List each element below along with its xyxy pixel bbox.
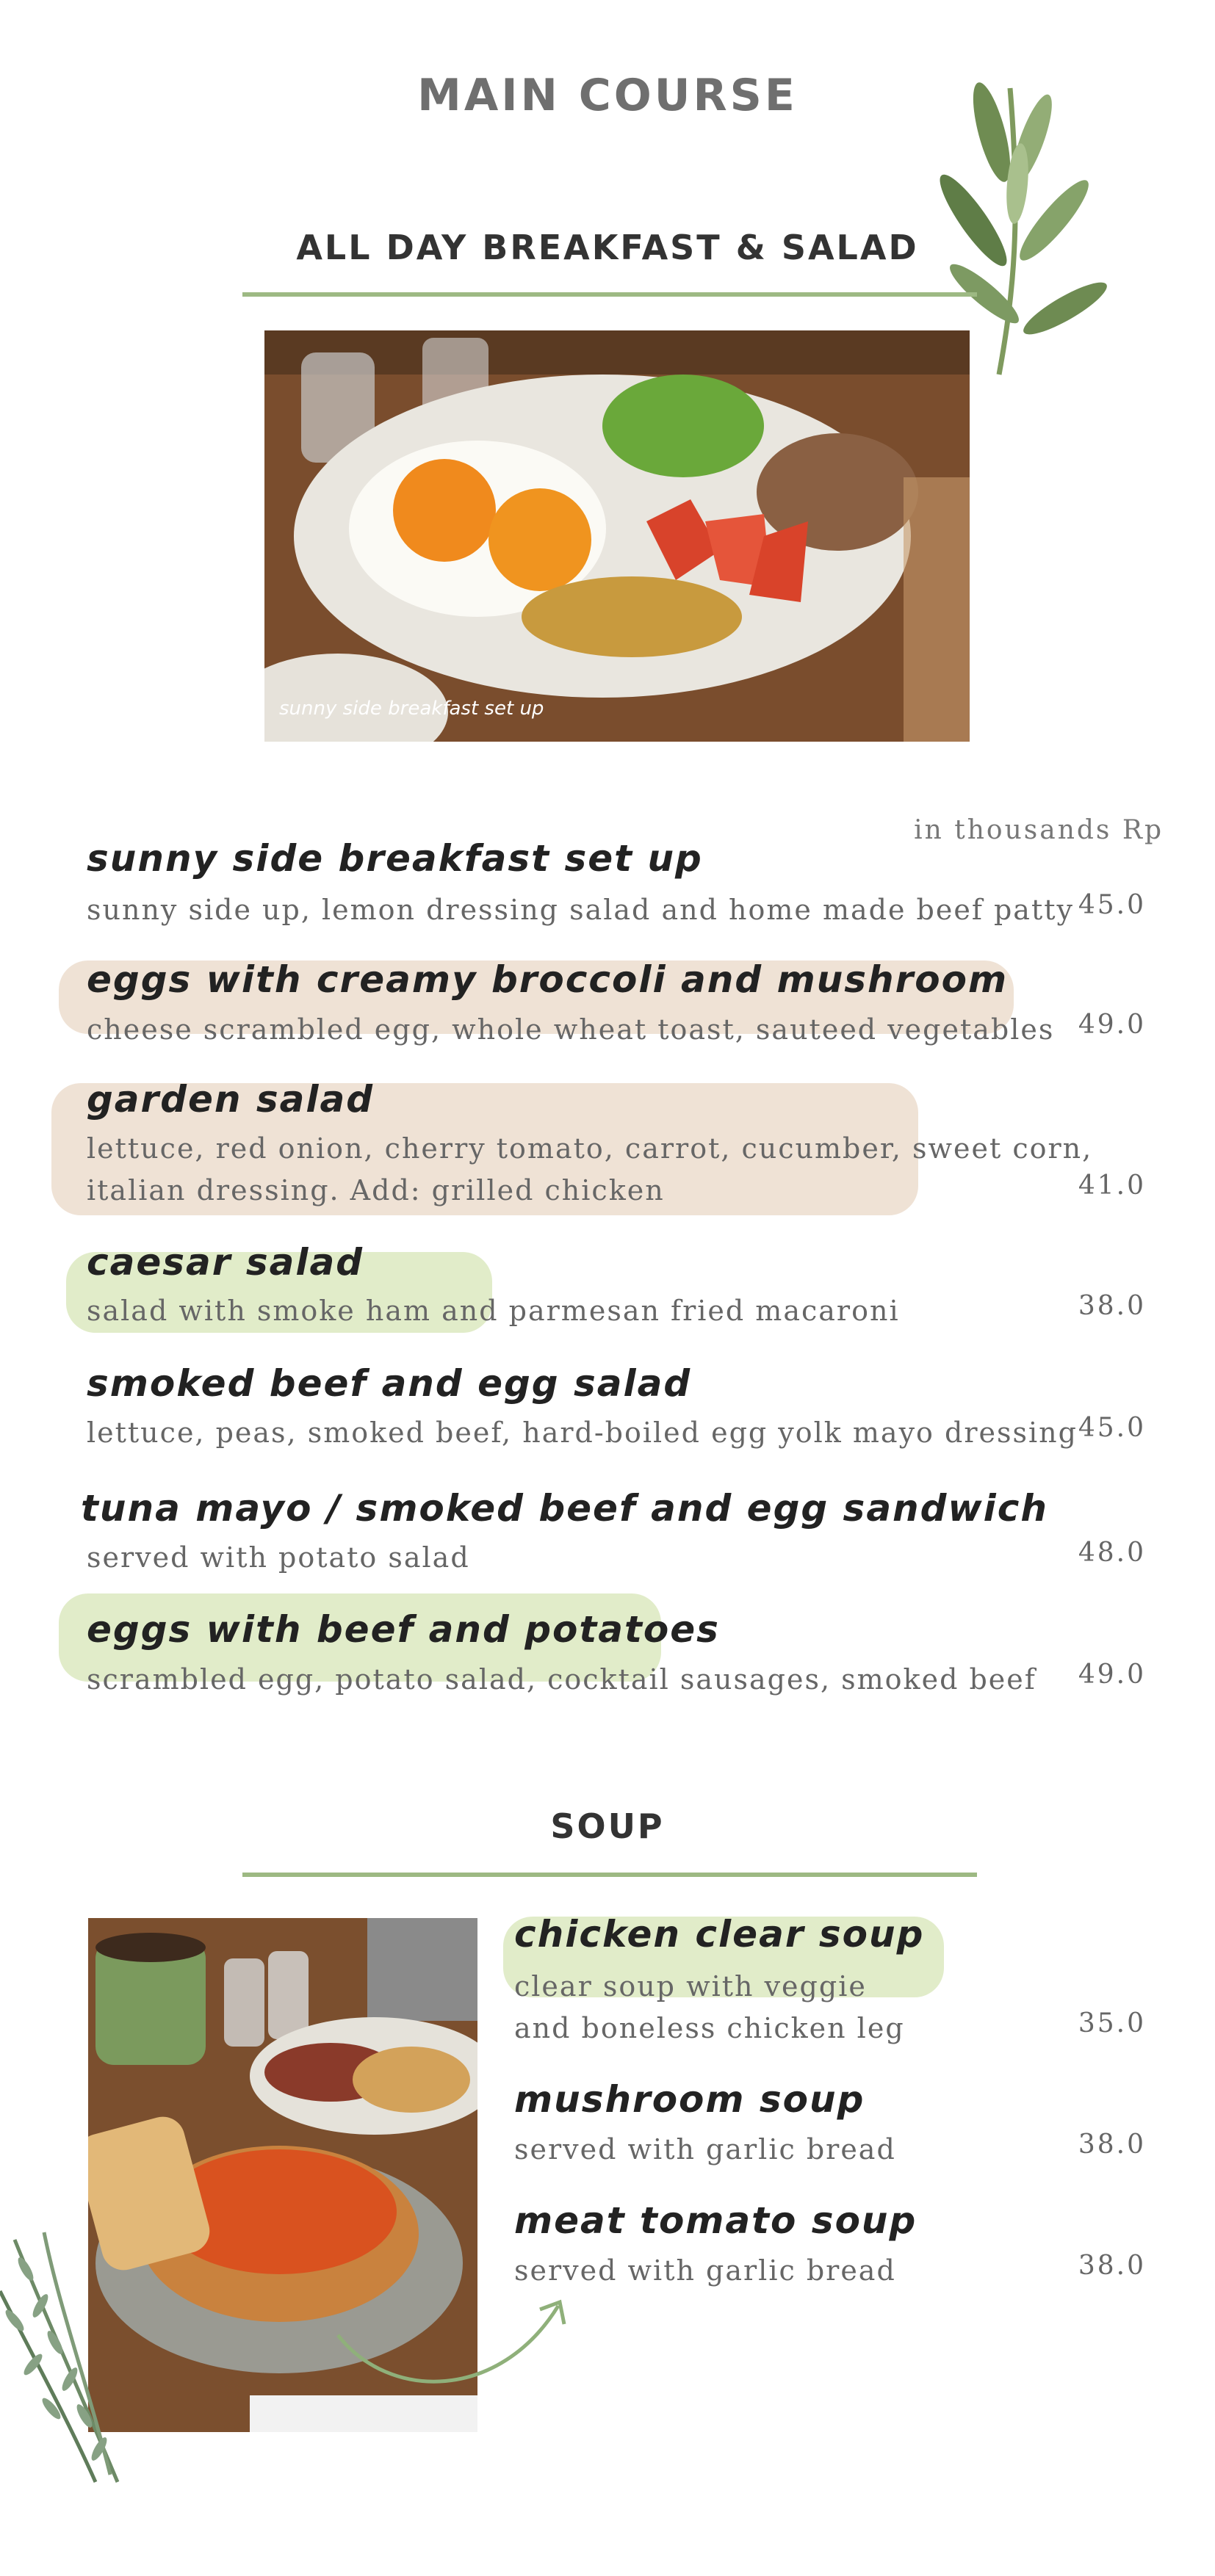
menu-item-price: 41.0 [1078,1171,1146,1201]
menu-item-price: 45.0 [1078,890,1146,920]
section-divider [242,292,977,297]
menu-item-name: sunny side breakfast set up [87,837,703,880]
menu-item-price: 45.0 [1078,1413,1146,1443]
menu-item-price: 49.0 [1078,1010,1146,1040]
section-heading-soup: SOUP [550,1806,665,1846]
menu-item-description: clear soup with veggie [514,1970,867,2002]
menu-item-name: mushroom soup [514,2078,865,2121]
menu-item-description: served with garlic bread [514,2133,896,2166]
menu-item-description: sunny side up, lemon dressing salad and home made beef patty [87,894,1074,926]
menu-item-name: chicken clear soup [514,1913,925,1955]
menu-item-description: cheese scrambled egg, whole wheat toast, sauteed vegetables [87,1013,1055,1046]
menu-item-description: salad with smoke ham and parmesan fried macaroni [87,1295,900,1327]
menu-item-price: 48.0 [1078,1538,1146,1568]
menu-item-name: caesar salad [87,1241,364,1284]
menu-item-description: served with potato salad [87,1541,470,1574]
price-unit-note: in thousands Rp [914,815,1164,845]
menu-item-price: 38.0 [1078,2251,1146,2281]
menu-item-description: lettuce, red onion, cherry tomato, carrot, cucumber, sweet corn, [87,1132,1093,1165]
menu-item-price: 49.0 [1078,1660,1146,1690]
photo-caption: sunny side breakfast set up [279,698,544,720]
arrow-decoration-icon [331,2291,580,2409]
menu-item-price: 38.0 [1078,2130,1146,2160]
rosemary-sprig-icon [0,2225,132,2489]
menu-item-name: eggs with beef and potatoes [87,1608,720,1651]
menu-item-name: smoked beef and egg salad [87,1362,692,1405]
menu-item-description: italian dressing. Add: grilled chicken [87,1174,665,1206]
menu-item-name: meat tomato soup [514,2199,917,2242]
menu-item-description: lettuce, peas, smoked beef, hard-boiled egg yolk mayo dressing [87,1417,1078,1449]
menu-item-description: served with garlic bread [514,2254,896,2287]
menu-item-name: garden salad [87,1078,375,1121]
page-title: MAIN COURSE [417,70,798,121]
menu-item-name: tuna mayo / smoked beef and egg sandwich [81,1487,1049,1530]
section-heading-breakfast: ALL DAY BREAKFAST & SALAD [296,228,919,267]
breakfast-photo [264,330,970,742]
menu-item-price: 35.0 [1078,2008,1146,2038]
section-divider [242,1873,977,1877]
menu-item-name: eggs with creamy broccoli and mushroom [87,958,1009,1001]
menu-item-price: 38.0 [1078,1291,1146,1321]
menu-item-description: and boneless chicken leg [514,2012,905,2044]
menu-item-description: scrambled egg, potato salad, cocktail sausages, smoked beef [87,1663,1036,1696]
